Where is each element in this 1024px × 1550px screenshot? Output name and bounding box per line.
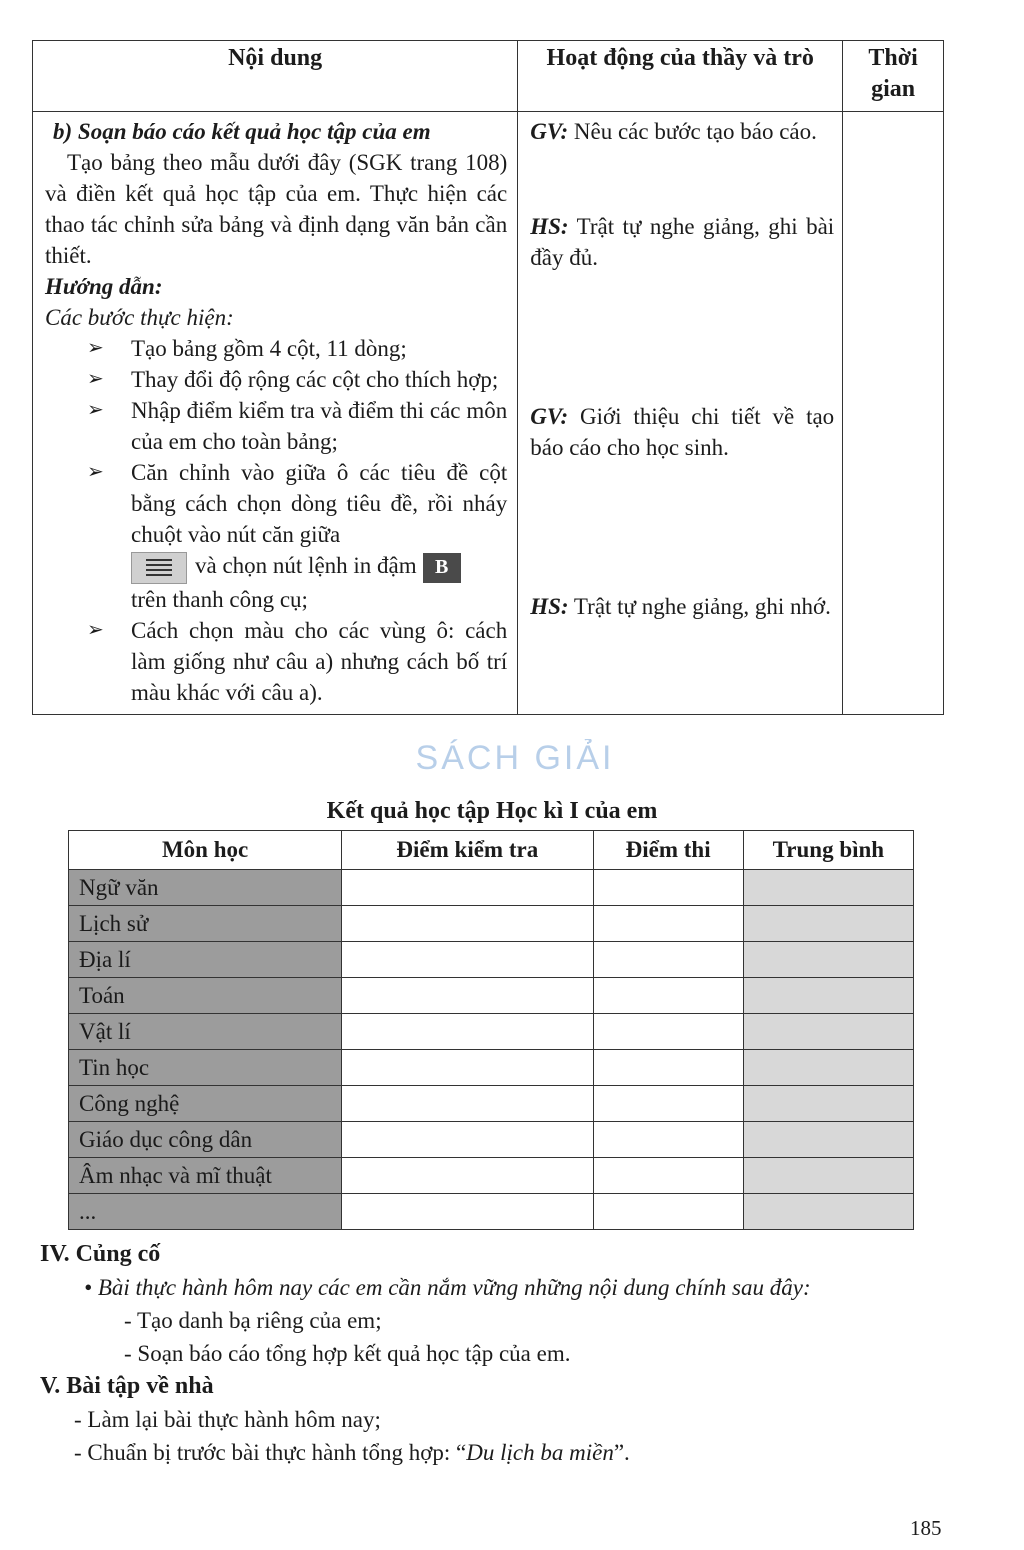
align-center-icon — [131, 552, 187, 584]
section-iv-title: IV. Củng cố — [40, 1241, 161, 1267]
content-cell — [33, 112, 518, 715]
average-cell — [743, 978, 913, 1014]
table-row — [69, 1122, 914, 1158]
table-row — [69, 1086, 914, 1122]
exam-score-cell — [593, 870, 743, 906]
results-title: Kết quả học tập Học kì I của em — [326, 798, 658, 824]
activity-text: Trật tự nghe giảng, ghi nhớ. — [573, 594, 831, 619]
average-cell — [743, 1158, 913, 1194]
average-cell — [743, 1086, 913, 1122]
page-number: 185 — [910, 1516, 942, 1540]
test-score-cell — [342, 1158, 593, 1194]
table-row — [69, 906, 914, 942]
average-cell — [743, 942, 913, 978]
step-item — [87, 395, 507, 457]
results-header: Môn học — [69, 831, 342, 870]
section-title: b) Soạn báo cáo kết quả học tập của em — [53, 119, 431, 144]
step-text-end: trên thanh công cụ; — [131, 586, 308, 612]
activity-block — [530, 591, 834, 622]
steps-list — [45, 333, 507, 708]
arrow-bullet-icon: ➢ — [87, 461, 104, 483]
subject-cell: Vật lí — [69, 1014, 342, 1050]
table-row — [69, 1014, 914, 1050]
bold-button-icon: B — [423, 553, 461, 583]
exam-score-cell — [593, 1158, 743, 1194]
activity-block — [530, 211, 834, 273]
average-cell — [743, 1014, 913, 1050]
section-v-item2-suffix: ”. — [613, 1440, 630, 1465]
test-score-cell — [342, 1050, 593, 1086]
step-text-middle: và chọn nút lệnh in đậm — [195, 553, 417, 578]
section-v-item2-italic: Du lịch ba miền — [466, 1440, 614, 1465]
guide-label: Hướng dẫn: — [45, 274, 163, 299]
activity-role: GV: — [530, 404, 569, 429]
lesson-header-row — [33, 41, 944, 112]
average-cell — [743, 1194, 913, 1230]
test-score-cell — [342, 870, 593, 906]
average-cell — [743, 870, 913, 906]
table-row — [69, 870, 914, 906]
table-row — [69, 942, 914, 978]
step-text: Tạo bảng gồm 4 cột, 11 dòng; — [131, 336, 407, 361]
exam-score-cell — [593, 978, 743, 1014]
arrow-bullet-icon: ➢ — [87, 618, 104, 641]
bottom-sections — [40, 1238, 960, 1469]
average-cell — [743, 1050, 913, 1086]
activity-block — [530, 116, 834, 147]
exam-score-cell — [593, 1050, 743, 1086]
exam-score-cell — [593, 1086, 743, 1122]
section-iv-bullet-text: Bài thực hành hôm nay các em cần nắm vững những nội dung chính sau đây: — [97, 1275, 811, 1300]
average-cell — [743, 906, 913, 942]
activity-role: HS: — [530, 214, 569, 239]
test-score-cell — [342, 1194, 593, 1230]
step-text: Nhập điểm kiểm tra và điểm thi các môn của em cho toàn bảng; — [131, 398, 508, 454]
test-score-cell — [342, 906, 593, 942]
subject-cell: Công nghệ — [69, 1086, 342, 1122]
subject-cell: ... — [69, 1194, 342, 1230]
activity-text: Giới thiệu chi tiết về tạo báo cáo cho học sinh. — [530, 404, 835, 460]
step-text: Thay đổi độ rộng các cột cho thích hợp; — [131, 367, 499, 392]
step-text: Cách chọn màu cho các vùng ô: cách làm giống như câu a) nhưng cách bố trí màu khác với câu a). — [131, 617, 508, 705]
time-cell — [843, 112, 944, 715]
table-row — [69, 978, 914, 1014]
section-v-item — [40, 1436, 960, 1469]
step-item — [87, 457, 507, 615]
header-content: Nội dung — [33, 41, 518, 112]
section-v-title: V. Bài tập về nhà — [40, 1373, 214, 1399]
subject-cell: Giáo dục công dân — [69, 1122, 342, 1158]
test-score-cell — [342, 978, 593, 1014]
results-table — [68, 830, 914, 1230]
section-v-item2-prefix: - Chuẩn bị trước bài thực hành tổng hợp: “ — [74, 1440, 467, 1465]
exam-score-cell — [593, 1122, 743, 1158]
step-item — [87, 364, 507, 395]
header-activity: Hoạt động của thầy và trò — [518, 41, 843, 112]
results-header: Trung bình — [743, 831, 913, 870]
subject-cell: Ngữ văn — [69, 870, 342, 906]
intro-text: Tạo bảng theo mẫu dưới đây (SGK trang 108) và điền kết quả học tập của em. Thực hiện các thao tác chỉnh sửa bảng và định dạng văn bản cần thiết. — [45, 150, 508, 268]
activity-role: GV: — [530, 119, 569, 144]
subject-cell: Địa lí — [69, 942, 342, 978]
section-v-item: - Làm lại bài thực hành hôm nay; — [74, 1407, 381, 1432]
steps-label: Các bước thực hiện: — [45, 305, 234, 330]
watermark-logo: SÁCH GIẢI — [415, 739, 615, 777]
exam-score-cell — [593, 1014, 743, 1050]
section-iv-item: - Soạn báo cáo tổng hợp kết quả học tập của em. — [124, 1341, 571, 1366]
arrow-bullet-icon: ➢ — [87, 337, 104, 359]
exam-score-cell — [593, 906, 743, 942]
step-text: Căn chỉnh vào giữa ô các tiêu đề cột bằng cách chọn dòng tiêu đề, rồi nháy chuột vào nút căn giữa — [131, 460, 508, 547]
test-score-cell — [342, 1086, 593, 1122]
table-row — [69, 1050, 914, 1086]
results-header-row — [69, 831, 914, 870]
step-item — [87, 333, 507, 364]
table-row — [69, 1194, 914, 1230]
test-score-cell — [342, 1122, 593, 1158]
test-score-cell — [342, 942, 593, 978]
subject-cell: Tin học — [69, 1050, 342, 1086]
results-header: Điểm thi — [593, 831, 743, 870]
exam-score-cell — [593, 1194, 743, 1230]
average-cell — [743, 1122, 913, 1158]
test-score-cell — [342, 1014, 593, 1050]
lesson-table — [32, 40, 944, 715]
activity-role: HS: — [530, 594, 569, 619]
lesson-body-row — [33, 112, 944, 715]
section-iv-bullet — [40, 1271, 960, 1304]
activity-block — [530, 401, 834, 463]
arrow-bullet-icon: ➢ — [87, 399, 104, 421]
bullet-dot-icon: • — [84, 1275, 98, 1300]
subject-cell: Âm nhạc và mĩ thuật — [69, 1158, 342, 1194]
activity-text: Trật tự nghe giảng, ghi bài đầy đủ. — [530, 214, 835, 270]
step-item — [87, 615, 507, 708]
header-time: Thời gian — [843, 41, 944, 112]
subject-cell: Lịch sử — [69, 906, 342, 942]
activity-cell — [518, 112, 843, 715]
activity-text: Nêu các bước tạo báo cáo. — [573, 119, 817, 144]
table-row — [69, 1158, 914, 1194]
subject-cell: Toán — [69, 978, 342, 1014]
exam-score-cell — [593, 942, 743, 978]
results-header: Điểm kiểm tra — [342, 831, 593, 870]
section-iv-item: - Tạo danh bạ riêng của em; — [124, 1308, 382, 1333]
arrow-bullet-icon: ➢ — [87, 368, 104, 390]
